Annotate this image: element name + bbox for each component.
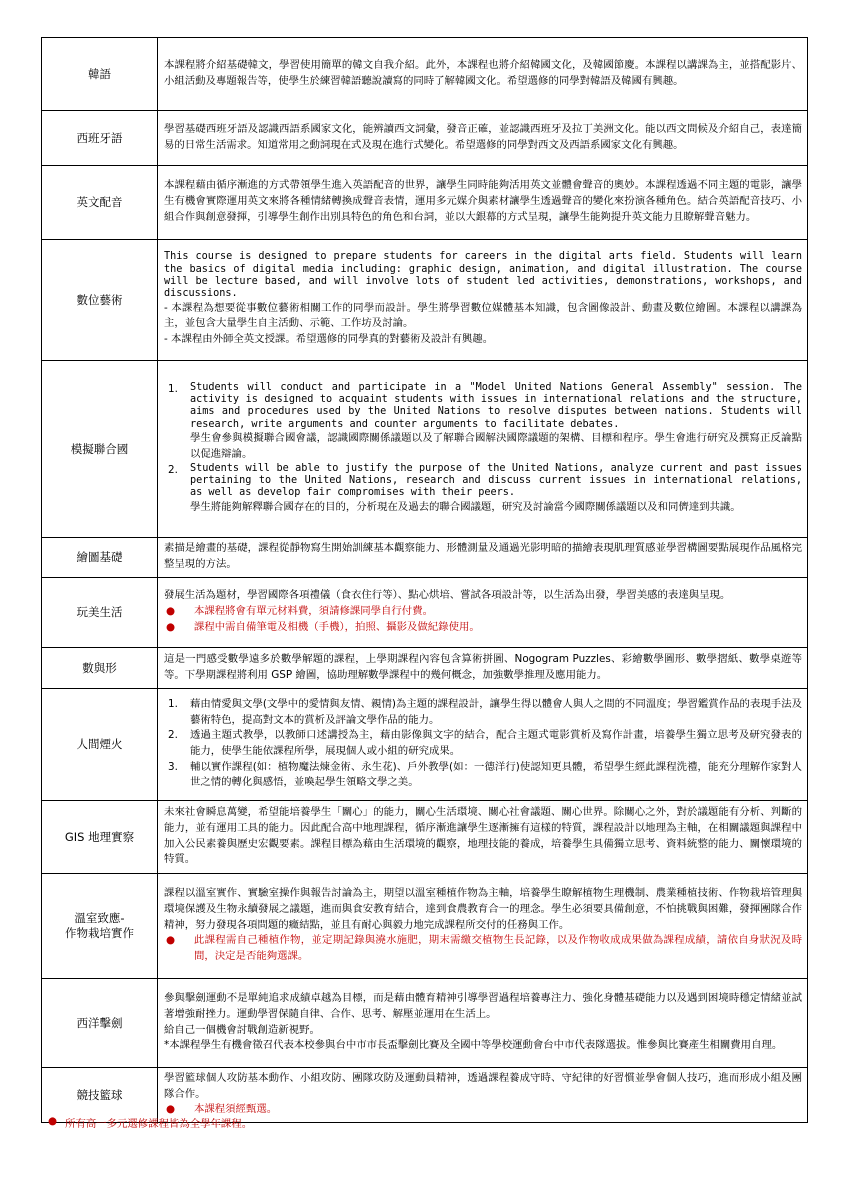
warning-note: ● 此課程需自己種植作物，並定期記錄與澆水施肥，期末需繳交植物生長記錄，以及作物收成成果做為課程成績，請依自身狀況及時間，決定是否能夠選課。	[164, 933, 802, 964]
course-name: 西洋擊劍	[42, 979, 158, 1068]
english-description: Students will conduct and participate in a "Model United Nations General Assembly" session. The activity is designed to acquaint students with issues in international relations and the structure, aims and procedures used by the United Nations to resolve disputes between nations. Students will research, write arguments and counter arguments to facilitate debates.	[190, 381, 802, 430]
course-name: 西班牙語	[42, 111, 158, 166]
course-row	[42, 166, 808, 240]
footnote-text: 所有高一多元選修課程皆為全學年課程。	[65, 1118, 253, 1130]
course-description: 未來社會瞬息萬變，希望能培養學生「關心」的能力，關心生活環境、關心社會議題、關心世界。除關心之外，對於議題能有分析、判斷的能力，並有運用工具的能力。因此配合高中地理課程，循序漸進讓學生逐漸擁有這樣的特質，課程設計以地理為主軸，在相關議題與課程中加入公民素養與歷史宏觀要素。課程目標為藉由生活環境的觀察，地理技能的養成，培養學生具備獨立思考、資料統整的能力、關懷環境的特質。	[158, 801, 808, 874]
course-name: 人間煙火	[42, 689, 158, 801]
course-row	[42, 874, 808, 979]
item-number: 2.	[168, 463, 178, 476]
chinese-description: 學生將能夠解釋聯合國存在的目的，分析現在及過去的聯合國議題，研究及討論當今國際關係議題以及和同儕達到共識。	[190, 500, 741, 513]
item-number: 1.	[168, 697, 178, 710]
warning-note: ● 本課程須經甄選。	[164, 1102, 802, 1118]
course-row	[42, 689, 808, 801]
chinese-description: 學生會參與模擬聯合國會議，認識國際關係議題以及了解聯合國解決國際議題的架構、目標和程序。學生會進行研究及撰寫正反論點以促進辯論。	[190, 432, 802, 460]
course-row	[42, 538, 808, 578]
course-name-line: 溫室致應-	[74, 911, 125, 925]
course-description: 本課程藉由循序漸進的方式帶領學生進入英語配音的世界，讓學生同時能夠活用英文並體會聲音的奧妙。本課程透過不同主題的電影，讓學生有機會實際運用英文來將各種情緒轉換成聲音表情，運用多元媒介與素材讓學生透過聲音的變化來扮演各種角色。結合英語配音技巧、小組合作與創意發揮，引導學生創作出別具特色的角色和台詞，並以大銀幕的方式呈現，讓學生能夠提升英文能力且瞭解聲音魅力。	[158, 166, 808, 240]
course-description	[158, 689, 808, 801]
english-description: This course is designed to prepare students for careers in the digital arts field. Students will learn the basics of digital media including: graphic design, animation, and digital illustration. The course will be lecture based, and will involve lots of student led activities, demonstrations, workshops, and discussions.	[164, 251, 802, 300]
course-row	[42, 648, 808, 689]
course-name: 韓語	[42, 38, 158, 111]
course-description: 素描是繪畫的基礎，課程從靜物寫生開始訓練基本觀察能力、形體測量及通過光影明暗的描繪表現肌理質感並學習構圖要點展現作品風格完整呈現的方法。	[158, 538, 808, 578]
course-description	[158, 240, 808, 361]
footnote	[48, 1115, 252, 1130]
warning-note: ● 課程中需自備筆電及相機（手機），拍照、攝影及做紀錄使用。	[164, 620, 802, 636]
course-description: 課程以溫室實作、實驗室操作與報告討論為主，期望以溫室種植作物為主軸，培養學生瞭解植物生理機制、農業種植技術、作物栽培管理與環境保護及生物永續發展之議題，進而與食安教育結合，達到食農教育合一的理念。學生必須要具備創意，不怕挑戰與困難，發揮團隊合作精神，努力發現各項問題的癥結點，並且有耐心與毅力地完成課程所交付的任務與工作。 ● 此課程需自己種植作物，並定期記錄與澆水施肥，期末需繳交植物生長記錄，以及作物收成成果做為課程成績，請依自身狀況及時間，決定是否能夠選課。	[158, 874, 808, 979]
course-name-line: 作物栽培實作	[65, 926, 134, 940]
item-number: 3.	[168, 760, 178, 773]
numbered-item: 1. 藉由情愛與文學(文學中的愛情與友情、親情)為主題的課程設計，讓學生得以體會人與人之間的不同溫度；學習鑑賞作品的表現手法及藝術特色，提高對文本的賞析及評論文學作品的能力。	[164, 697, 802, 728]
numbered-item	[164, 463, 802, 516]
course-description: 這是一門感受數學遠多於數學解題的課程，上學期課程內容包含算術拼圖、Nogogram Puzzles、彩繪數學圖形、數學摺紙、數學桌遊等等。下學期課程將利用 GSP 繪圖，協助理解數學課程中的幾何概念，加強數學推理及應用能力。	[158, 648, 808, 689]
numbered-item: 3. 輔以實作課程(如：植物魔法煉金術、永生花)、戶外教學(如：一德洋行)使認知更具體，希望學生經此課程洗禮，能充分理解作家對人世之情的轉化與感悟，並喚起學生領略文學之美。	[164, 760, 802, 791]
bullet-icon: ●	[166, 1103, 176, 1116]
course-table	[41, 37, 808, 1123]
course-name: 競技籃球	[42, 1068, 158, 1123]
course-name: 玩美生活	[42, 578, 158, 648]
course-row	[42, 361, 808, 538]
course-row	[42, 111, 808, 166]
bullet-icon: ●	[166, 605, 176, 618]
course-row	[42, 979, 808, 1068]
chinese-description: - 本課程為想要從事數位藝術相關工作的同學而設計。學生將學習數位媒體基本知識，包含圖像設計、動畫及數位繪圖。本課程以講課為主，並包含大量學生自主活動、示範、工作坊及討論。	[164, 301, 802, 330]
bullet-icon: ●	[166, 620, 176, 633]
item-number: 1.	[168, 382, 178, 395]
course-name: 英文配音	[42, 166, 158, 240]
bullet-icon: ●	[48, 1115, 58, 1127]
course-description: 發展生活為題材，學習國際各項禮儀（食衣住行等）、點心烘培、嘗試各項設計等，以生活為出發，學習美感的表達與呈現。 ● 本課程將會有單元材料費，須請修課同學自行付費。 ● 課程中需自備筆電及相機（手機），拍照、攝影及做紀錄使用。	[158, 578, 808, 648]
numbered-item: 2. 透過主題式教學，以教師口述講授為主，藉由影像與文字的結合，配合主題式電影賞析及寫作計畫，培養學生獨立思考及研究發表的能力，使學生能依課程所學，展現個人或小組的研究成果。	[164, 728, 802, 759]
course-name: 繪圖基礎	[42, 538, 158, 578]
course-description: 學習基礎西班牙語及認識西語系國家文化，能辨讀西文詞彙，發音正確，並認識西班牙及拉丁美洲文化。能以西文問候及介紹自己，表達簡易的日常生活需求。知道常用之動詞現在式及現在進行式變化。希望選修的同學對西文及西語系國家文化有興趣。	[158, 111, 808, 166]
course-name	[42, 874, 158, 979]
course-description	[158, 361, 808, 538]
course-name: 模擬聯合國	[42, 361, 158, 538]
numbered-item	[164, 382, 802, 463]
course-description: 本課程將介紹基礎韓文，學習使用簡單的韓文自我介紹。此外，本課程也將介紹韓國文化，及韓國節慶。本課程以講課為主，並搭配影片、小組活動及專題報告等，使學生於練習韓語聽說讀寫的同時了解韓國文化。希望選修的同學對韓語及韓國有興趣。	[158, 38, 808, 111]
course-row	[42, 38, 808, 111]
course-description: 參與擊劍運動不是單純追求成績卓越為目標，而是藉由體育精神引導學習過程培養專注力、強化身體基礎能力以及遇到困境時穩定情緒並試著增強耐挫力。運動學習保隨自律、合作、思考、解壓並運用在生活上。 給自己一個機會討戰創造新視野。 *本課程學生有機會徵召代表本校參與台中市市長盃擊劍比賽及全國中等學校運動會台中市代表隊選拔。惟參與比賽產生相關費用自理。	[158, 979, 808, 1068]
chinese-description: - 本課程由外師全英文授課。希望選修的同學真的對藝術及設計有興趣。	[164, 333, 494, 346]
course-row	[42, 801, 808, 874]
bullet-icon: ●	[166, 934, 176, 947]
warning-note: ● 本課程將會有單元材料費，須請修課同學自行付費。	[164, 604, 802, 620]
english-description: Students will be able to justify the purpose of the United Nations, analyze current and past issues pertaining to the United Nations, research and discuss current issues in international relations, as well as develop fair compromises with their peers.	[190, 462, 802, 499]
course-row	[42, 240, 808, 361]
course-name: GIS 地理實察	[42, 801, 158, 874]
course-name: 數位藝術	[42, 240, 158, 361]
course-name: 數與形	[42, 648, 158, 689]
item-number: 2.	[168, 729, 178, 742]
course-row	[42, 578, 808, 648]
course-description: 學習籃球個人攻防基本動作、小組攻防、團隊攻防及運動員精神，透過課程養成守時、守紀律的好習慣並學會個人技巧，進而形成小組及團隊合作。 ● 本課程須經甄選。	[158, 1068, 808, 1123]
